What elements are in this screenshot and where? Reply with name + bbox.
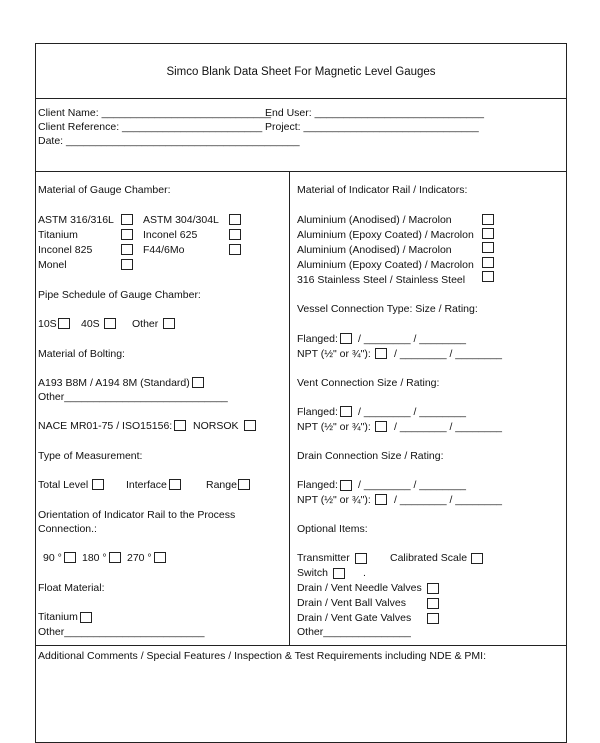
astm316-label: ASTM 316/316L xyxy=(38,214,114,226)
gate-valves-label: Drain / Vent Gate Valves xyxy=(297,612,412,624)
alu-anodised-1-checkbox[interactable] xyxy=(482,214,494,225)
titanium-checkbox[interactable] xyxy=(121,229,133,240)
bolting-heading: Material of Bolting: xyxy=(38,348,125,360)
nace-label: NACE MR01-75 / ISO15156: xyxy=(38,420,173,432)
bolting-other-field[interactable]: Other____________________________ xyxy=(38,391,228,403)
calibrated-scale-checkbox[interactable] xyxy=(471,553,483,564)
alu-epoxy-2-checkbox[interactable] xyxy=(482,257,494,268)
date-field[interactable]: Date: ________________________________________ xyxy=(38,135,300,147)
vessel-npt-fields[interactable]: / ________ / ________ xyxy=(394,348,503,360)
column-divider xyxy=(289,171,290,645)
transmitter-label: Transmitter xyxy=(297,552,350,564)
schedule-40s-label: 40S xyxy=(81,318,100,330)
calibrated-scale-label: Calibrated Scale xyxy=(390,552,468,564)
needle-valves-checkbox[interactable] xyxy=(427,583,439,594)
vessel-flanged-fields[interactable]: / ________ / ________ xyxy=(358,333,467,345)
additional-comments-label[interactable]: Additional Comments / Special Features / Inspection & Test Requirements including NDE & PMI: xyxy=(38,650,487,662)
total-level-checkbox[interactable] xyxy=(92,479,104,490)
orientation-heading-cont: Connection.: xyxy=(38,523,97,535)
schedule-10s-label: 10S xyxy=(38,318,57,330)
inconel625-label: Inconel 625 xyxy=(143,229,198,241)
orientation-heading: Orientation of Indicator Rail to the Process xyxy=(38,509,236,521)
drain-flanged-checkbox[interactable] xyxy=(340,480,352,491)
schedule-other-label: Other xyxy=(132,318,159,330)
rail-heading: Material of Indicator Rail / Indicators: xyxy=(297,184,468,196)
pipe-schedule-heading: Pipe Schedule of Gauge Chamber: xyxy=(38,289,201,301)
titanium-label: Titanium xyxy=(38,229,78,241)
switch-checkbox[interactable] xyxy=(333,568,345,579)
range-checkbox[interactable] xyxy=(238,479,250,490)
client-name-field[interactable]: Client Name: _____________________________ xyxy=(38,107,271,119)
schedule-other-checkbox[interactable] xyxy=(163,318,175,329)
deg270-checkbox[interactable] xyxy=(154,552,166,563)
astm304-label: ASTM 304/304L xyxy=(143,214,219,226)
drain-heading: Drain Connection Size / Rating: xyxy=(297,450,444,462)
alu-epoxy-2-label: Aluminium (Epoxy Coated) / Macrolon xyxy=(297,259,474,271)
vent-npt-checkbox[interactable] xyxy=(375,421,387,432)
deg180-checkbox[interactable] xyxy=(109,552,121,563)
ss316-checkbox[interactable] xyxy=(482,271,494,282)
interface-label: Interface xyxy=(126,479,167,491)
ball-valves-checkbox[interactable] xyxy=(427,598,439,609)
float-other-field[interactable]: Other________________________ xyxy=(38,626,205,638)
astm304-checkbox[interactable] xyxy=(229,214,241,225)
page-title: Simco Blank Data Sheet For Magnetic Level Gauges xyxy=(166,66,436,78)
vent-flanged-checkbox[interactable] xyxy=(340,406,352,417)
alu-anodised-1-label: Aluminium (Anodised) / Macrolon xyxy=(297,214,452,226)
optional-heading: Optional Items: xyxy=(297,523,368,535)
a193-label: A193 B8M / A194 8M (Standard) xyxy=(38,377,190,389)
vent-npt-fields[interactable]: / ________ / ________ xyxy=(394,421,503,433)
switch-label: Switch xyxy=(297,567,328,579)
vent-npt-label: NPT (½" or ¾"): xyxy=(297,421,371,433)
interface-checkbox[interactable] xyxy=(169,479,181,490)
inconel825-checkbox[interactable] xyxy=(121,244,133,255)
optional-other-field[interactable]: Other_______________ xyxy=(297,626,411,638)
deg90-checkbox[interactable] xyxy=(64,552,76,563)
project-field[interactable]: Project: ______________________________ xyxy=(265,121,479,133)
drain-npt-checkbox[interactable] xyxy=(375,494,387,505)
alu-epoxy-1-checkbox[interactable] xyxy=(482,228,494,239)
ball-valves-label: Drain / Vent Ball Valves xyxy=(297,597,406,609)
astm316-checkbox[interactable] xyxy=(121,214,133,225)
float-titanium-label: Titanium xyxy=(38,611,78,623)
vent-heading: Vent Connection Size / Rating: xyxy=(297,377,440,389)
drain-npt-fields[interactable]: / ________ / ________ xyxy=(394,494,503,506)
vessel-flanged-label: Flanged: xyxy=(297,333,338,345)
schedule-10s-checkbox[interactable] xyxy=(58,318,70,329)
nace-checkbox[interactable] xyxy=(174,420,186,431)
alu-epoxy-1-label: Aluminium (Epoxy Coated) / Macrolon xyxy=(297,229,474,241)
total-level-label: Total Level xyxy=(38,479,89,491)
deg270-label: 270 ° xyxy=(127,552,152,564)
inconel625-checkbox[interactable] xyxy=(229,229,241,240)
drain-flanged-label: Flanged: xyxy=(297,479,338,491)
vent-flanged-label: Flanged: xyxy=(297,406,338,418)
end-user-field[interactable]: End User: _____________________________ xyxy=(265,107,484,119)
range-label: Range xyxy=(206,479,237,491)
divider xyxy=(35,645,567,646)
vessel-heading: Vessel Connection Type: Size / Rating: xyxy=(297,303,478,315)
needle-valves-label: Drain / Vent Needle Valves xyxy=(297,582,422,594)
vent-flanged-fields[interactable]: / ________ / ________ xyxy=(358,406,467,418)
norsok-label: NORSOK xyxy=(193,420,239,432)
a193-checkbox[interactable] xyxy=(192,377,204,388)
transmitter-checkbox[interactable] xyxy=(355,553,367,564)
divider xyxy=(35,98,567,99)
inconel825-label: Inconel 825 xyxy=(38,244,93,256)
vessel-flanged-checkbox[interactable] xyxy=(340,333,352,344)
client-reference-field[interactable]: Client Reference: ________________________ xyxy=(38,121,263,133)
deg90-label: 90 ° xyxy=(43,552,62,564)
divider xyxy=(35,171,567,172)
norsok-checkbox[interactable] xyxy=(244,420,256,431)
vessel-npt-label: NPT (½" or ¾"): xyxy=(297,348,371,360)
deg180-label: 180 ° xyxy=(82,552,107,564)
monel-checkbox[interactable] xyxy=(121,259,133,270)
float-heading: Float Material: xyxy=(38,582,105,594)
monel-label: Monel xyxy=(38,259,67,271)
alu-anodised-2-label: Aluminium (Anodised) / Macrolon xyxy=(297,244,452,256)
measurement-heading: Type of Measurement: xyxy=(38,450,143,462)
ss316-label: 316 Stainless Steel / Stainless Steel xyxy=(297,274,466,286)
switch-dot: . xyxy=(363,567,366,579)
vessel-npt-checkbox[interactable] xyxy=(375,348,387,359)
float-titanium-checkbox[interactable] xyxy=(80,612,92,623)
drain-flanged-fields[interactable]: / ________ / ________ xyxy=(358,479,467,491)
gauge-chamber-heading: Material of Gauge Chamber: xyxy=(38,184,171,196)
alu-anodised-2-checkbox[interactable] xyxy=(482,242,494,253)
f44-checkbox[interactable] xyxy=(229,244,241,255)
f44-label: F44/6Mo xyxy=(143,244,185,256)
gate-valves-checkbox[interactable] xyxy=(427,613,439,624)
drain-npt-label: NPT (½" or ¾"): xyxy=(297,494,371,506)
schedule-40s-checkbox[interactable] xyxy=(104,318,116,329)
